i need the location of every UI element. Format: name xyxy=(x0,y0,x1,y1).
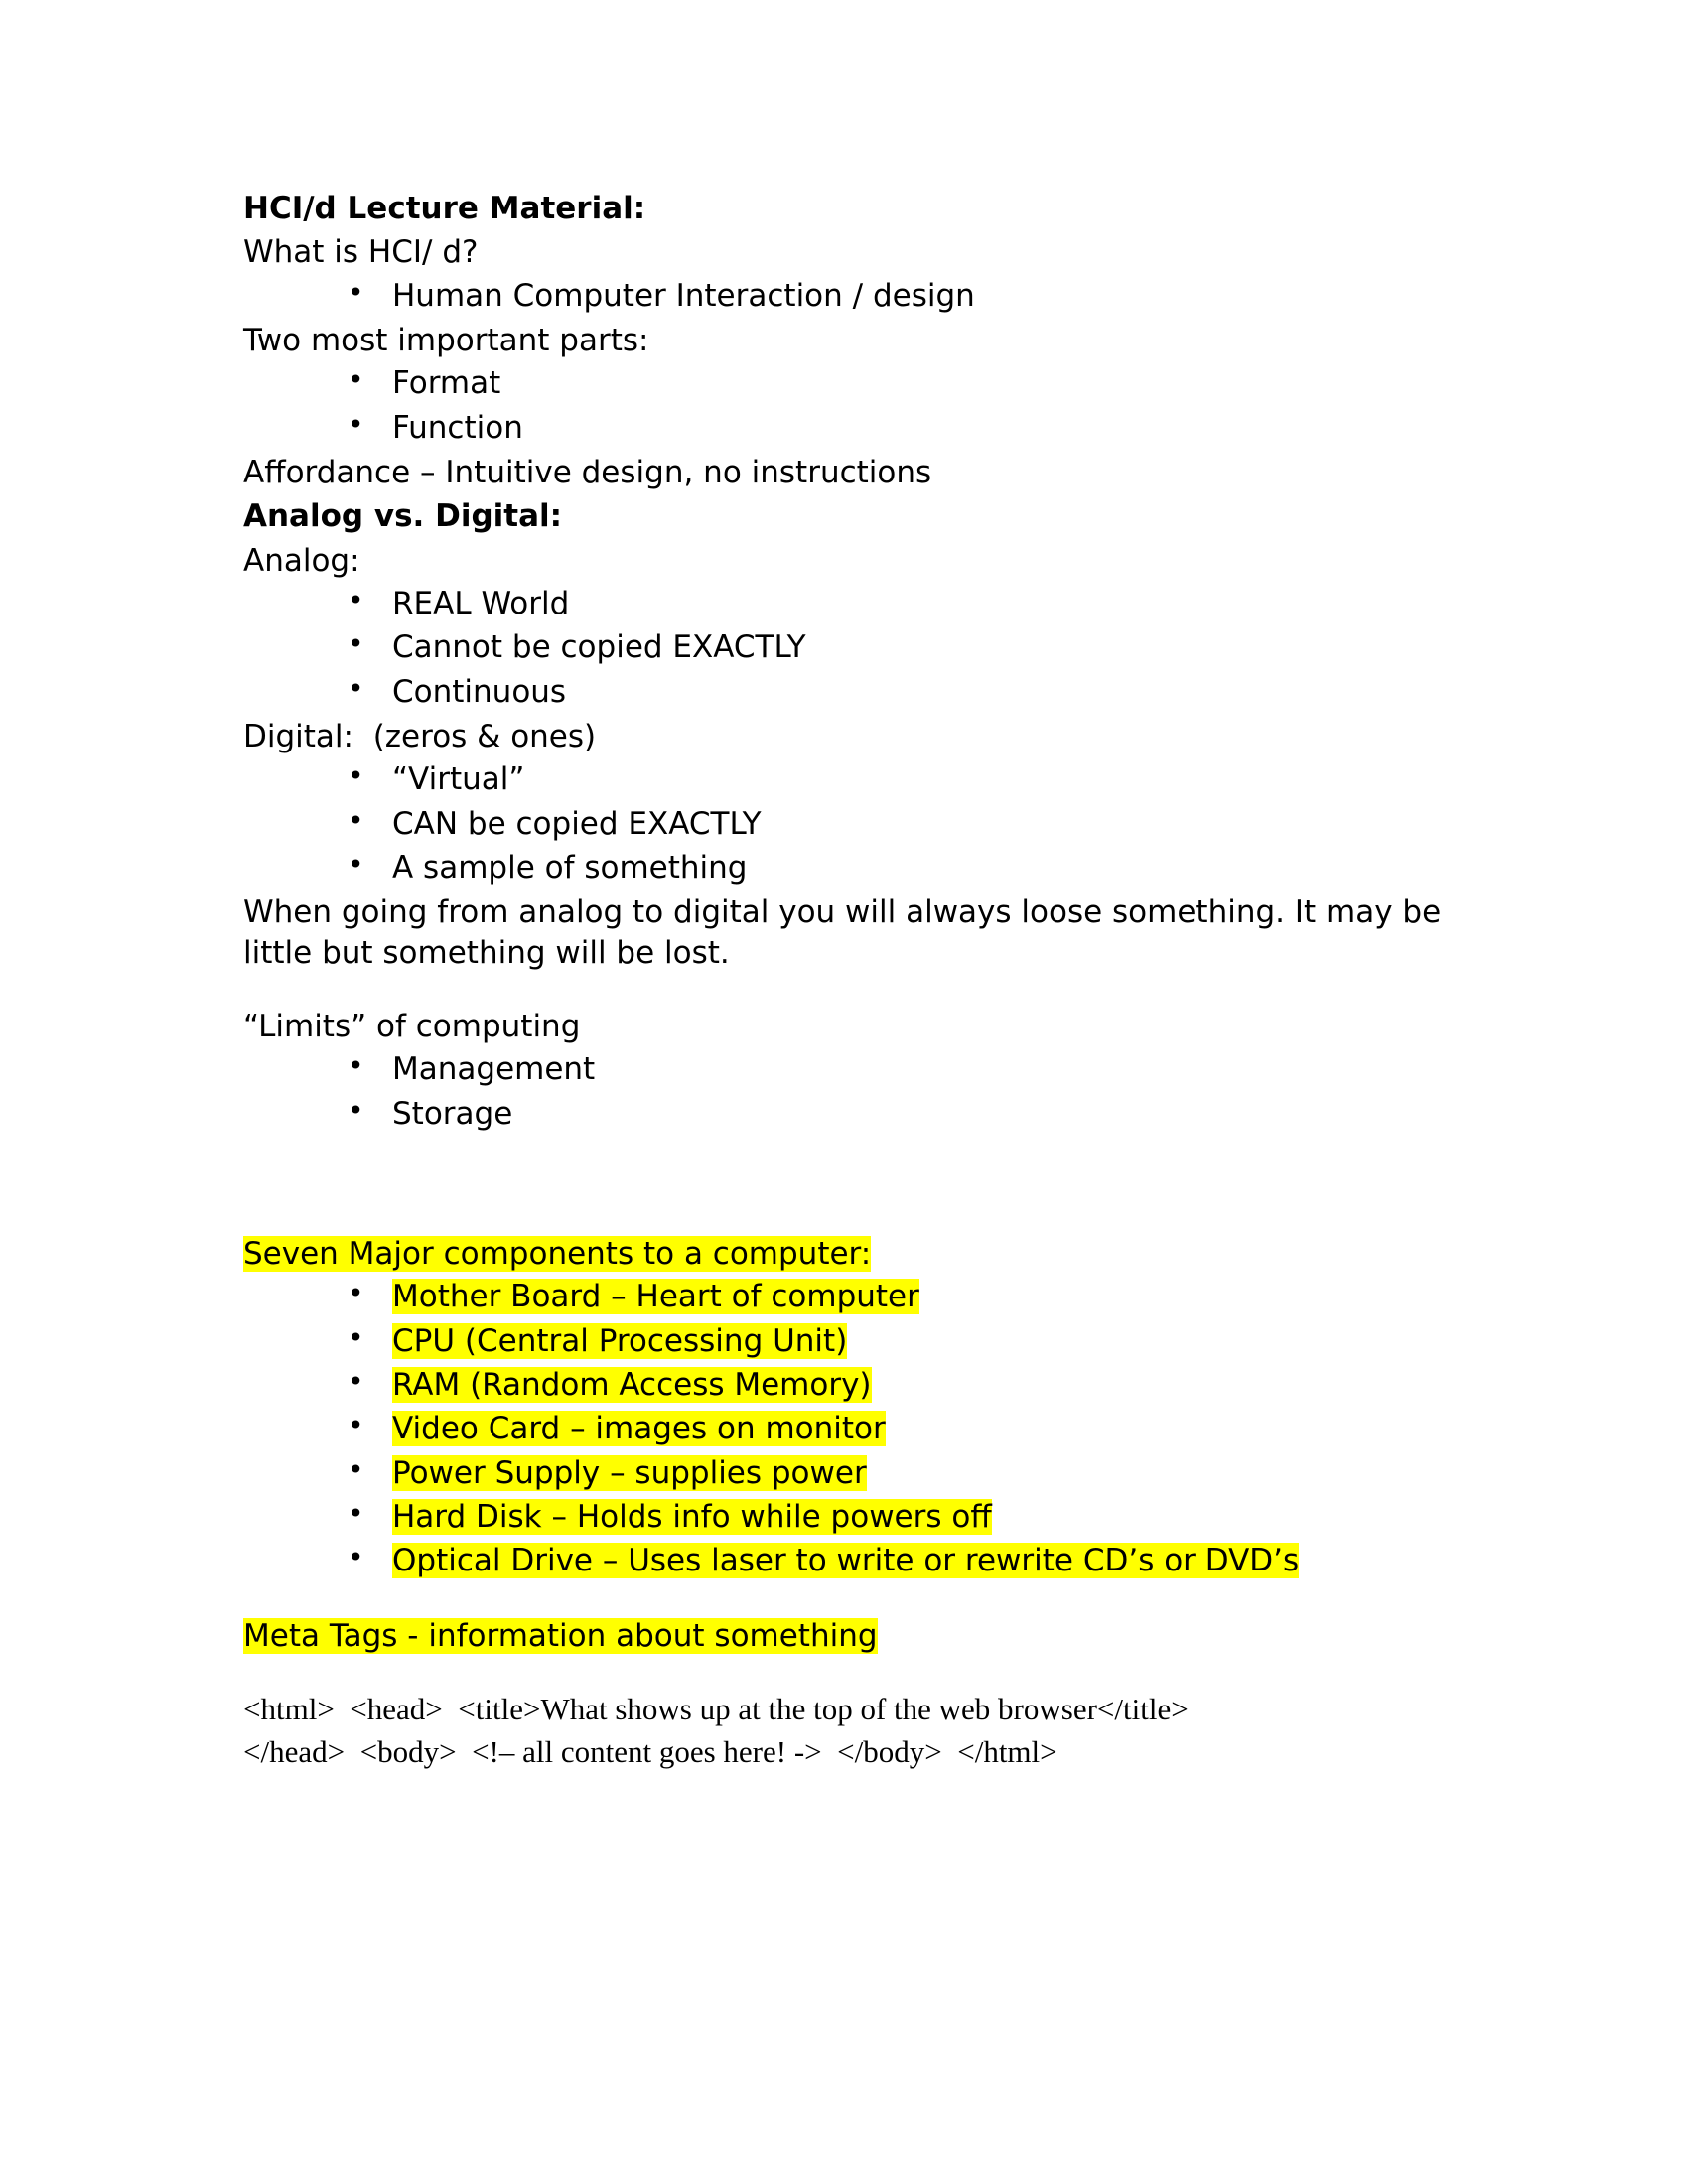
list-item-label: Format xyxy=(392,365,501,402)
list-item xyxy=(243,585,1460,623)
list-item-label: Storage xyxy=(392,1095,513,1132)
bullet-icon: • xyxy=(348,1497,364,1531)
bullet-icon: • xyxy=(348,1452,364,1486)
list-item-label: RAM (Random Access Memory) xyxy=(392,1366,872,1403)
list-item-label: Human Computer Interaction / design xyxy=(392,277,975,314)
list-item xyxy=(243,1095,1460,1134)
question-what-is-hci: What is HCI/ d? xyxy=(243,234,479,271)
bullet-icon: • xyxy=(348,275,364,309)
digital-label: Digital: (zeros & ones) xyxy=(243,718,597,754)
code-line-1: <html> <head> <title>What shows up at the top of the web browser</title> xyxy=(243,1692,1189,1727)
list-item-label: Function xyxy=(392,409,523,446)
section-heading-seven-components xyxy=(243,1234,1460,1274)
bullet-icon: • xyxy=(348,583,364,616)
html-code-sample xyxy=(243,1690,1460,1773)
bullet-icon: • xyxy=(348,1541,364,1574)
list-item-label: “Virtual” xyxy=(392,761,525,798)
code-line-2: </head> <body> <!– all content goes here! -> </body> </html> xyxy=(243,1733,1057,1769)
list-item xyxy=(243,805,1460,844)
list-item xyxy=(243,409,1460,448)
bullet-icon: • xyxy=(348,847,364,881)
list-item xyxy=(243,364,1460,403)
list-item-label: CPU (Central Processing Unit) xyxy=(392,1322,848,1359)
list-item xyxy=(243,1542,1460,1580)
list-item xyxy=(243,1454,1460,1493)
list-item xyxy=(243,1498,1460,1537)
highlighted-text: Seven Major components to a computer: xyxy=(243,1235,872,1272)
analog-list xyxy=(243,585,1460,712)
bullet-icon: • xyxy=(348,1277,364,1310)
list-item xyxy=(243,1050,1460,1089)
section-heading-limits: “Limits” of computing xyxy=(243,1008,581,1044)
bullet-icon: • xyxy=(348,363,364,397)
bullet-icon: • xyxy=(348,671,364,705)
bullet-icon: • xyxy=(348,407,364,441)
list-item-label: Video Card – images on monitor xyxy=(392,1411,886,1447)
highlighted-text: Meta Tags - information about something xyxy=(243,1617,878,1654)
list-item-label: Hard Disk – Holds info while powers off xyxy=(392,1499,992,1536)
list-item xyxy=(243,1322,1460,1361)
spacer xyxy=(243,1660,1460,1690)
list-item-label: Continuous xyxy=(392,673,567,710)
list-item-label: Power Supply – supplies power xyxy=(392,1454,867,1491)
bullet-icon: • xyxy=(348,759,364,793)
page-title: HCI/d Lecture Material: xyxy=(243,191,646,226)
bullet-icon: • xyxy=(348,1364,364,1398)
bullet-icon: • xyxy=(348,1049,364,1083)
analog-to-digital-paragraph: When going from analog to digital you will always loose something. It may be little but something will be lost. xyxy=(243,894,1442,971)
list-item-label: Mother Board – Heart of computer xyxy=(392,1279,919,1315)
list-item-label: Optical Drive – Uses laser to write or rewrite CD’s or DVD’s xyxy=(392,1543,1300,1579)
digital-list xyxy=(243,760,1460,887)
list-item xyxy=(243,1410,1460,1448)
list-item-label: Management xyxy=(392,1051,596,1088)
spacer xyxy=(243,1139,1460,1234)
bullet-icon: • xyxy=(348,1409,364,1442)
bullet-icon: • xyxy=(348,1093,364,1127)
seven-components-list xyxy=(243,1278,1460,1581)
affordance-line: Affordance – Intuitive design, no instructions xyxy=(243,454,932,490)
two-parts-list xyxy=(243,364,1460,448)
list-item-label: Cannot be copied EXACTLY xyxy=(392,629,806,666)
section-heading-meta-tags xyxy=(243,1616,1460,1656)
list-item-label: CAN be copied EXACTLY xyxy=(392,805,762,842)
list-item xyxy=(243,760,1460,799)
hci-definition-list xyxy=(243,277,1460,316)
list-item xyxy=(243,673,1460,712)
list-item xyxy=(243,628,1460,667)
list-item xyxy=(243,1278,1460,1316)
analog-label: Analog: xyxy=(243,542,360,579)
section-heading-analog-digital: Analog vs. Digital: xyxy=(243,498,563,535)
spacer xyxy=(243,1586,1460,1616)
bullet-icon: • xyxy=(348,803,364,837)
limits-list xyxy=(243,1050,1460,1134)
list-item-label: REAL World xyxy=(392,585,570,621)
bullet-icon: • xyxy=(348,1320,364,1354)
list-item-label: A sample of something xyxy=(392,849,748,886)
list-item xyxy=(243,1366,1460,1405)
two-parts-label: Two most important parts: xyxy=(243,322,649,358)
bullet-icon: • xyxy=(348,627,364,661)
document-body xyxy=(243,189,1460,1773)
spacer xyxy=(243,977,1460,1007)
list-item xyxy=(243,277,1460,316)
list-item xyxy=(243,849,1460,887)
